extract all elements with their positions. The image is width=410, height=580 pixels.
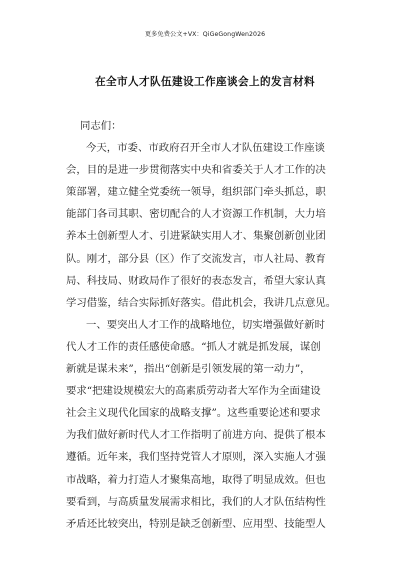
body-line: 市战略，着力打造人才聚集高地，取得了明显成效。但也 — [66, 473, 326, 486]
body-line: 策部署，建立健全党委统一领导，组织部门牵头抓总，职 — [66, 186, 326, 199]
salutation: 同志们： — [80, 120, 122, 132]
body-line: 养本土创新型人才、引进紧缺实用人才、集聚创新创业团 — [66, 230, 326, 243]
body-line: 能部门各司其职、密切配合的人才资源工作机制，大力培 — [66, 208, 326, 221]
body-line: 矛盾还比较突出，特别是缺乏创新型、应用型、技能型人 — [66, 517, 326, 530]
body-line: 遵循。近年来，我们坚持党管人才原则，深入实施人才强 — [66, 451, 326, 464]
body-line: 学习借鉴，结合实际抓好落实。借此机会，我讲几点意见。 — [66, 296, 337, 309]
body-line: 队。刚才，部分县（区）作了交流发言，市人社局、教育 — [66, 252, 326, 265]
body-line: 今天，市委、市政府召开全市人才队伍建设工作座谈 — [86, 142, 325, 155]
body-line: 一、要突出人才工作的战略地位，切实增强做好新时 — [86, 318, 325, 331]
body-line: 新就是谋未来”，指出“创新是引领发展的第一动力”， — [66, 363, 311, 376]
body-line: 要看到，与高质量发展需求相比，我们的人才队伍结构性 — [66, 495, 326, 508]
body-line: 社会主义现代化国家的战略支撑”。这些重要论述和要求 — [66, 407, 321, 420]
header-note: 更多免费公文+VX：QiGeGongWen2026 — [144, 31, 266, 38]
body-line: 要求“把建设规模宏大的高素质劳动者大军作为全面建设 — [66, 385, 321, 398]
body-line: 会，目的是进一步贯彻落实中央和省委关于人才工作的决 — [66, 164, 326, 177]
body-line: 局、科技局、财政局作了很好的表态发言，希望大家认真 — [66, 274, 326, 287]
body-line: 代人才工作的责任感使命感。“抓人才就是抓发展，谋创 — [66, 340, 321, 353]
document-title: 在全市人才队伍建设工作座谈会上的发言材料 — [95, 76, 315, 88]
body-line: 为我们做好新时代人才工作指明了前进方向、提供了根本 — [66, 429, 326, 442]
document-body — [66, 115, 348, 535]
